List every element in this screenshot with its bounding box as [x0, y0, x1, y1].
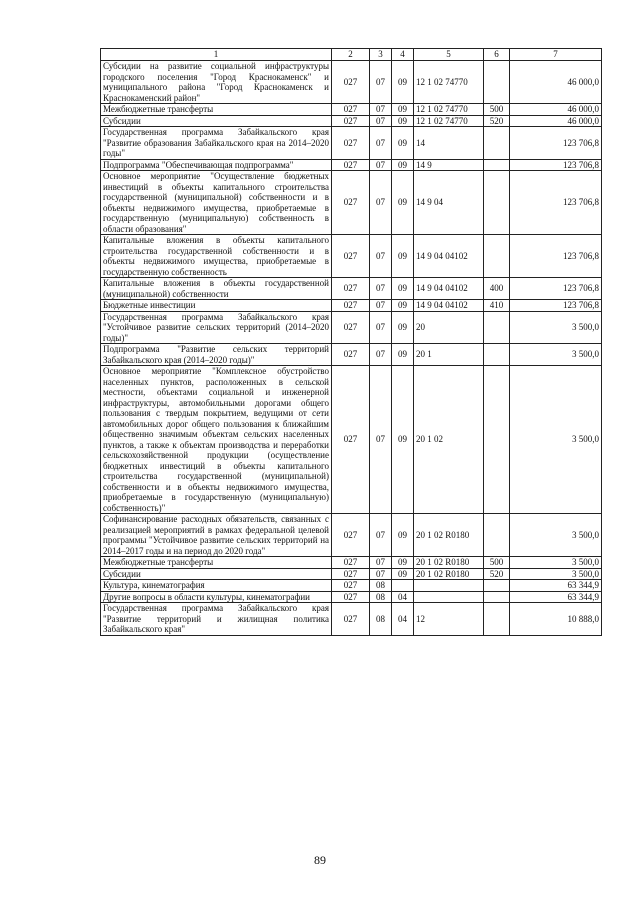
subsection-cell: 09: [392, 127, 414, 160]
table-row: [101, 603, 602, 636]
section-cell: 07: [370, 127, 392, 160]
subsection-cell: 09: [392, 115, 414, 127]
section-cell: 07: [370, 278, 392, 300]
item-name-cell: Государственная программа Забайкальского края "Развитие образования Забайкальского края на 2014–2020 годы": [101, 127, 332, 160]
item-name-cell: Государственная программа Забайкальского края "Развитие территорий и жилищная политика Забайкальского края": [101, 603, 332, 636]
header-cell: 1: [101, 49, 332, 61]
target-article-cell: 12 1 02 74770: [414, 115, 484, 127]
header-row: [101, 49, 602, 61]
table-row: [101, 300, 602, 312]
expense-type-cell: [484, 127, 510, 160]
section-cell: 08: [370, 580, 392, 592]
subsection-cell: [392, 580, 414, 592]
target-article-cell: 20 1 02 R0180: [414, 557, 484, 569]
item-name-cell: Субсидии: [101, 115, 332, 127]
expense-type-cell: [484, 61, 510, 104]
ministry-code-cell: 027: [332, 311, 370, 344]
section-cell: 07: [370, 104, 392, 116]
table-row: [101, 278, 602, 300]
table-body: [101, 49, 602, 636]
amount-cell: 123 706,8: [510, 159, 602, 171]
table-row: [101, 61, 602, 104]
ministry-code-cell: 027: [332, 61, 370, 104]
ministry-code-cell: 027: [332, 603, 370, 636]
target-article-cell: 14 9: [414, 159, 484, 171]
section-cell: 07: [370, 61, 392, 104]
ministry-code-cell: 027: [332, 104, 370, 116]
target-article-cell: [414, 591, 484, 603]
section-cell: 07: [370, 366, 392, 514]
amount-cell: 123 706,8: [510, 235, 602, 278]
amount-cell: 46 000,0: [510, 115, 602, 127]
target-article-cell: 14 9 04 04102: [414, 235, 484, 278]
amount-cell: 63 344,9: [510, 591, 602, 603]
table-row: [101, 580, 602, 592]
item-name-cell: Капитальные вложения в объекты капитального строительства государственной собственности и в объекты недвижимого имущества, приобретаемые в государственную собственность: [101, 235, 332, 278]
budget-table: [100, 48, 602, 636]
section-cell: 07: [370, 171, 392, 235]
amount-cell: 63 344,9: [510, 580, 602, 592]
target-article-cell: 14 9 04 04102: [414, 300, 484, 312]
page-number: 89: [314, 853, 326, 867]
amount-cell: 3 500,0: [510, 568, 602, 580]
item-name-cell: Основное мероприятие "Комплексное обустройство населенных пунктов, расположенных в сельской местности, объектами социальной и инженерной инфраструктуры, автомобильными дорогами общего пользования с твердым покрытием, ведущими от сети автомобильных дорог общего пользования к ближайшим общественно значимым объектам сельских населенных пунктов, а также к объектам производства и переработки сельскохозяйственной продукции (осуществление бюджетных инвестиций в объекты капитального строительства государственной (муниципальной) собственности и в объекты недвижимого имущества, приобретаемые в государственную (муниципальную) собственность)": [101, 366, 332, 514]
item-name-cell: Бюджетные инвестиции: [101, 300, 332, 312]
item-name-cell: Подпрограмма "Обеспечивающая подпрограмма": [101, 159, 332, 171]
subsection-cell: 09: [392, 104, 414, 116]
subsection-cell: 09: [392, 557, 414, 569]
expense-type-cell: [484, 603, 510, 636]
expense-type-cell: [484, 591, 510, 603]
subsection-cell: 09: [392, 568, 414, 580]
amount-cell: 3 500,0: [510, 514, 602, 557]
amount-cell: 3 500,0: [510, 366, 602, 514]
section-cell: 07: [370, 514, 392, 557]
amount-cell: 123 706,8: [510, 127, 602, 160]
ministry-code-cell: 027: [332, 115, 370, 127]
ministry-code-cell: 027: [332, 580, 370, 592]
target-article-cell: 20: [414, 311, 484, 344]
expense-type-cell: [484, 344, 510, 366]
table-row: [101, 171, 602, 235]
ministry-code-cell: 027: [332, 171, 370, 235]
item-name-cell: Государственная программа Забайкальского края "Устойчивое развитие сельских территорий (2014–2020 годы)": [101, 311, 332, 344]
target-article-cell: [414, 580, 484, 592]
amount-cell: 3 500,0: [510, 344, 602, 366]
ministry-code-cell: 027: [332, 127, 370, 160]
subsection-cell: 09: [392, 366, 414, 514]
target-article-cell: 14: [414, 127, 484, 160]
section-cell: 07: [370, 344, 392, 366]
subsection-cell: 09: [392, 278, 414, 300]
expense-type-cell: 520: [484, 568, 510, 580]
expense-type-cell: 410: [484, 300, 510, 312]
header-cell: 3: [370, 49, 392, 61]
amount-cell: 123 706,8: [510, 278, 602, 300]
ministry-code-cell: 027: [332, 366, 370, 514]
target-article-cell: 20 1 02 R0180: [414, 568, 484, 580]
amount-cell: 123 706,8: [510, 300, 602, 312]
ministry-code-cell: 027: [332, 557, 370, 569]
target-article-cell: 12 1 02 74770: [414, 104, 484, 116]
expense-type-cell: [484, 159, 510, 171]
item-name-cell: Субсидии на развитие социальной инфраструктуры городского поселения "Город Краснокаменск" и муниципального района "Город Краснокаменск и Краснокаменский район": [101, 61, 332, 104]
item-name-cell: Софинансирование расходных обязательств, связанных с реализацией мероприятий в рамках федеральной целевой программы "Устойчивое развитие сельских территорий на 2014–2017 годы и на период до 2020 года": [101, 514, 332, 557]
expense-type-cell: 500: [484, 104, 510, 116]
ministry-code-cell: 027: [332, 591, 370, 603]
target-article-cell: 14 9 04 04102: [414, 278, 484, 300]
section-cell: 08: [370, 603, 392, 636]
ministry-code-cell: 027: [332, 159, 370, 171]
amount-cell: 46 000,0: [510, 104, 602, 116]
header-cell: 4: [392, 49, 414, 61]
ministry-code-cell: 027: [332, 300, 370, 312]
expense-type-cell: [484, 366, 510, 514]
expense-type-cell: [484, 171, 510, 235]
expense-type-cell: 400: [484, 278, 510, 300]
item-name-cell: Межбюджетные трансферты: [101, 104, 332, 116]
ministry-code-cell: 027: [332, 344, 370, 366]
header-cell: 5: [414, 49, 484, 61]
amount-cell: 3 500,0: [510, 311, 602, 344]
item-name-cell: Другие вопросы в области культуры, кинематографии: [101, 591, 332, 603]
table-row: [101, 115, 602, 127]
section-cell: 07: [370, 235, 392, 278]
subsection-cell: 04: [392, 591, 414, 603]
subsection-cell: 09: [392, 159, 414, 171]
table-row: [101, 514, 602, 557]
expense-type-cell: 500: [484, 557, 510, 569]
table-row: [101, 127, 602, 160]
item-name-cell: Культура, кинематография: [101, 580, 332, 592]
subsection-cell: 09: [392, 311, 414, 344]
ministry-code-cell: 027: [332, 235, 370, 278]
item-name-cell: Межбюджетные трансферты: [101, 557, 332, 569]
section-cell: 07: [370, 300, 392, 312]
amount-cell: 46 000,0: [510, 61, 602, 104]
subsection-cell: 09: [392, 171, 414, 235]
table-row: [101, 568, 602, 580]
section-cell: 08: [370, 591, 392, 603]
item-name-cell: Капитальные вложения в объекты государственной (муниципальной) собственности: [101, 278, 332, 300]
expense-type-cell: [484, 580, 510, 592]
subsection-cell: 09: [392, 514, 414, 557]
expense-type-cell: [484, 235, 510, 278]
section-cell: 07: [370, 159, 392, 171]
expense-type-cell: 520: [484, 115, 510, 127]
amount-cell: 10 888,0: [510, 603, 602, 636]
target-article-cell: 20 1 02 R0180: [414, 514, 484, 557]
target-article-cell: 20 1 02: [414, 366, 484, 514]
ministry-code-cell: 027: [332, 278, 370, 300]
ministry-code-cell: 027: [332, 514, 370, 557]
subsection-cell: 09: [392, 235, 414, 278]
expense-type-cell: [484, 311, 510, 344]
table-row: [101, 344, 602, 366]
header-cell: 6: [484, 49, 510, 61]
ministry-code-cell: 027: [332, 568, 370, 580]
subsection-cell: 09: [392, 344, 414, 366]
amount-cell: 123 706,8: [510, 171, 602, 235]
item-name-cell: Субсидии: [101, 568, 332, 580]
section-cell: 07: [370, 568, 392, 580]
target-article-cell: 12: [414, 603, 484, 636]
target-article-cell: 14 9 04: [414, 171, 484, 235]
item-name-cell: Подпрограмма "Развитие сельских территорий Забайкальского края (2014–2020 годы)": [101, 344, 332, 366]
item-name-cell: Основное мероприятие "Осуществление бюджетных инвестиций в объекты капитального строительства государственной (муниципальной) собственности и в объекты недвижимого имущества, приобретаемые в государственную (муниципальную) собственность в области образования": [101, 171, 332, 235]
amount-cell: 3 500,0: [510, 557, 602, 569]
table-row: [101, 159, 602, 171]
subsection-cell: 09: [392, 300, 414, 312]
table-row: [101, 557, 602, 569]
target-article-cell: 12 1 02 74770: [414, 61, 484, 104]
section-cell: 07: [370, 115, 392, 127]
table-row: [101, 591, 602, 603]
table-row: [101, 104, 602, 116]
expense-type-cell: [484, 514, 510, 557]
section-cell: 07: [370, 311, 392, 344]
section-cell: 07: [370, 557, 392, 569]
target-article-cell: 20 1: [414, 344, 484, 366]
table-row: [101, 366, 602, 514]
table-row: [101, 235, 602, 278]
header-cell: 2: [332, 49, 370, 61]
header-cell: 7: [510, 49, 602, 61]
subsection-cell: 09: [392, 61, 414, 104]
subsection-cell: 04: [392, 603, 414, 636]
table-row: [101, 311, 602, 344]
